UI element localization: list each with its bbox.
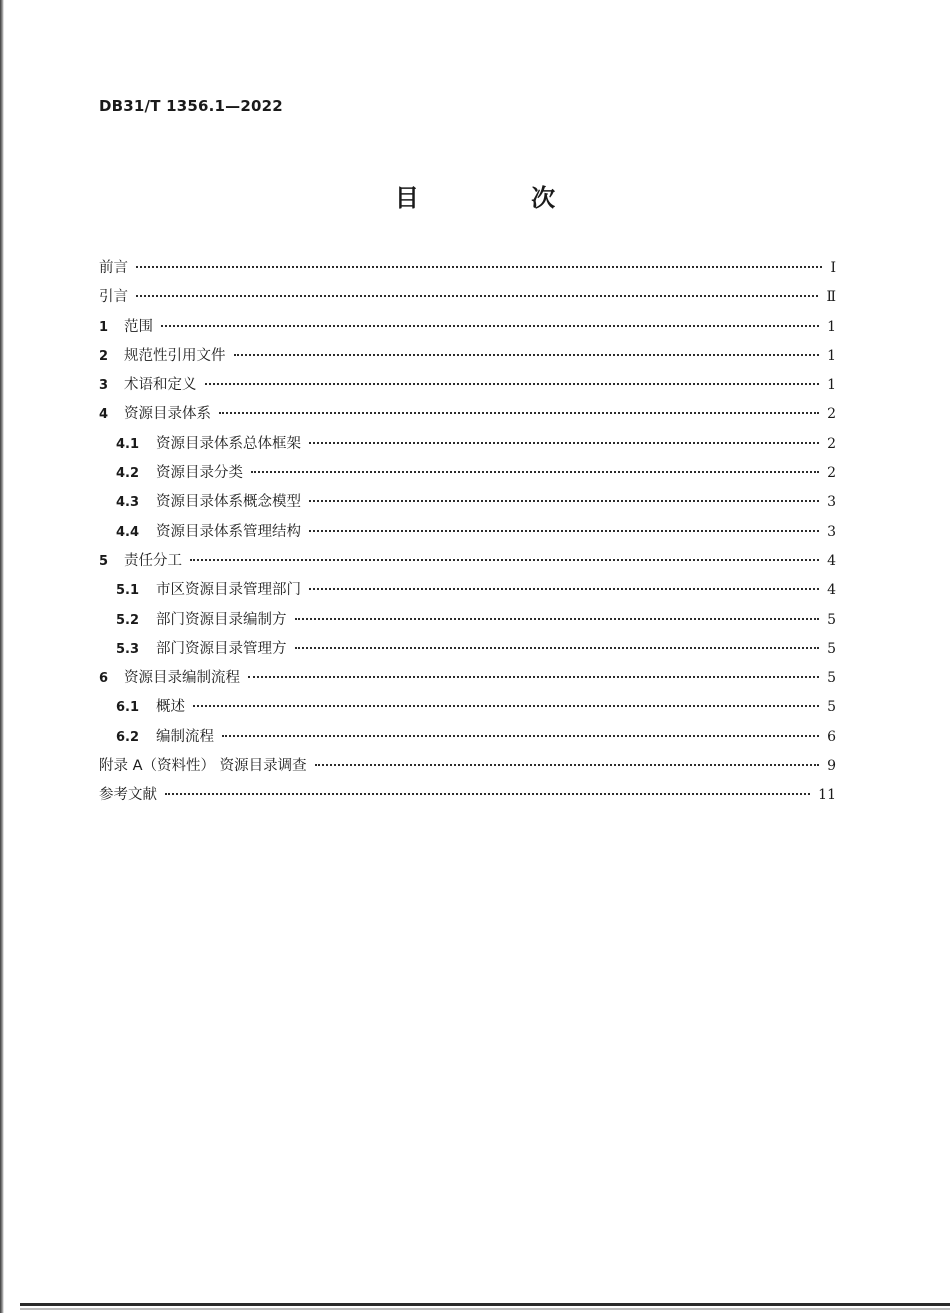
toc-entry-5[interactable] (99, 549, 836, 578)
toc-leader-dots (309, 530, 819, 532)
toc-entry-page: 6 (827, 728, 836, 745)
toc-entry-6-2[interactable] (99, 725, 836, 754)
toc-entry-title: 附录 A（资料性） 资源目录调查 (99, 758, 307, 775)
toc-entry-title: 编制流程 (156, 728, 214, 745)
toc-entry-5-3[interactable] (99, 637, 836, 666)
toc-entry-title: 范围 (124, 318, 153, 335)
toc-entry-title: 引言 (99, 289, 128, 306)
toc-leader-dots (136, 266, 822, 268)
toc-leader-dots (234, 354, 820, 356)
toc-entry-introduction[interactable] (99, 285, 836, 314)
toc-entry-6[interactable] (99, 666, 836, 695)
toc-entry-number: 4.4 (116, 524, 140, 540)
toc-entry-4-2[interactable] (99, 461, 836, 490)
toc-entry-page: Ⅱ (826, 289, 836, 306)
toc-entry-page: 5 (827, 699, 836, 716)
toc-entry-title: 规范性引用文件 (124, 347, 226, 364)
toc-leader-dots (309, 442, 819, 444)
toc-leader-dots (295, 647, 820, 649)
toc-entry-page: 3 (827, 523, 836, 540)
toc-entry-number: 4 (99, 407, 109, 423)
toc-entry-number: 5.1 (116, 583, 140, 599)
toc-entry-number: 4.3 (116, 495, 140, 511)
toc-entry-number: 1 (99, 319, 109, 335)
toc-entry-number: 5.2 (116, 612, 140, 628)
scan-bottom-edge (20, 1303, 950, 1306)
toc-entry-title: 术语和定义 (124, 377, 197, 394)
toc-leader-dots (205, 383, 820, 385)
toc-leader-dots (309, 588, 819, 590)
toc-leader-dots (193, 705, 819, 707)
toc-entry-4-3[interactable] (99, 490, 836, 519)
toc-entry-title: 资源目录体系管理结构 (156, 523, 301, 540)
toc-leader-dots (190, 559, 819, 561)
toc-entry-title: 资源目录体系 (124, 406, 211, 423)
toc-leader-dots (136, 295, 818, 297)
toc-entry-title: 参考文献 (99, 787, 157, 804)
toc-entry-4[interactable] (99, 402, 836, 431)
toc-entry-number: 2 (99, 348, 109, 364)
toc-entry-page: 2 (827, 435, 836, 452)
toc-entry-page: 5 (827, 640, 836, 657)
toc-entry-number: 6.2 (116, 729, 140, 745)
toc-leader-dots (219, 412, 819, 414)
standard-code: DB31/T 1356.1—2022 (99, 97, 283, 115)
toc-entry-title: 概述 (156, 699, 185, 716)
toc-entry-1[interactable] (99, 315, 836, 344)
toc-entry-page: 5 (827, 670, 836, 687)
toc-entry-page: 3 (827, 494, 836, 511)
toc-leader-dots (222, 735, 819, 737)
toc-entry-title: 前言 (99, 260, 128, 276)
toc-leader-dots (295, 618, 820, 620)
toc-entry-2[interactable] (99, 344, 836, 373)
toc-entry-5-1[interactable] (99, 578, 836, 607)
toc-entry-page: 5 (827, 611, 836, 628)
scan-bottom-edge-shadow (20, 1308, 950, 1310)
toc-title: 目 次 (394, 184, 608, 212)
toc-entry-title: 资源目录体系概念模型 (156, 494, 301, 511)
toc-entry-4-1[interactable] (99, 432, 836, 461)
toc-entry-page: 4 (827, 582, 836, 599)
toc-entry-6-1[interactable] (99, 695, 836, 724)
toc-entry-number: 3 (99, 378, 109, 394)
toc-entry-number: 4.2 (116, 466, 140, 482)
toc-entry-title: 资源目录编制流程 (124, 670, 240, 687)
toc-entry-5-2[interactable] (99, 608, 836, 637)
toc-entry-number: 5 (99, 553, 109, 569)
toc-entry-number: 6.1 (116, 700, 140, 716)
toc-entry-4-4[interactable] (99, 520, 836, 549)
toc-entry-page: 2 (827, 465, 836, 482)
toc-leader-dots (161, 325, 819, 327)
toc-entry-references[interactable] (99, 783, 836, 812)
toc-entry-3[interactable] (99, 373, 836, 402)
toc-entry-page: 1 (827, 347, 836, 364)
toc-entry-number: 4.1 (116, 436, 140, 452)
toc-leader-dots (165, 793, 810, 795)
toc-entry-page: 9 (827, 758, 836, 775)
toc-entry-title: 资源目录体系总体框架 (156, 435, 301, 452)
toc-entry-number: 5.3 (116, 641, 140, 657)
toc-entry-foreword[interactable] (99, 256, 836, 285)
toc-entry-title: 部门资源目录编制方 (156, 611, 287, 628)
toc-entry-page: 4 (827, 552, 836, 569)
toc-leader-dots (309, 500, 819, 502)
table-of-contents (99, 256, 836, 813)
toc-leader-dots (248, 676, 819, 678)
toc-leader-dots (251, 471, 819, 473)
toc-entry-page: Ⅰ (830, 260, 836, 276)
toc-entry-page: 11 (818, 787, 836, 804)
toc-entry-page: 2 (827, 406, 836, 423)
toc-entry-page: 1 (827, 318, 836, 335)
toc-entry-appendix-a[interactable] (99, 754, 836, 783)
toc-entry-title: 部门资源目录管理方 (156, 640, 287, 657)
toc-entry-number: 6 (99, 671, 109, 687)
toc-entry-title: 资源目录分类 (156, 465, 243, 482)
toc-leader-dots (315, 764, 819, 766)
toc-entry-title: 责任分工 (124, 552, 182, 569)
toc-entry-title: 市区资源目录管理部门 (156, 582, 301, 599)
toc-entry-page: 1 (827, 377, 836, 394)
